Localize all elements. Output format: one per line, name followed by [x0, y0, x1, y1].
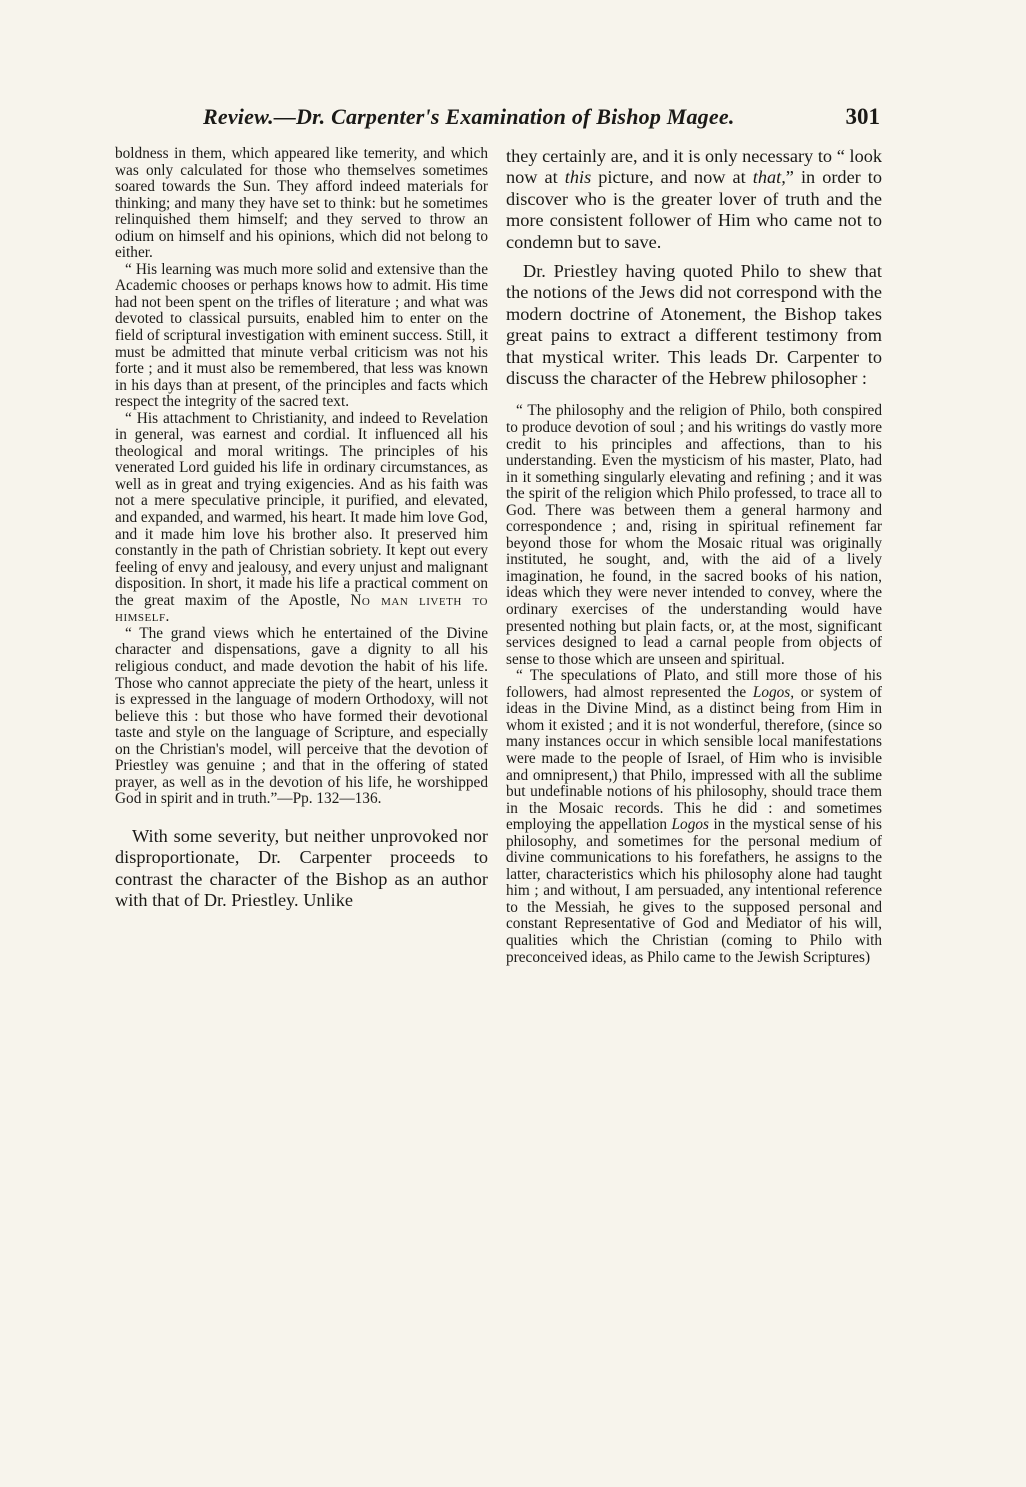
left-paragraph-1: boldness in them, which appeared like temerity, and which was only calculated for those who themselves sometimes soared towards the Sun. They afford indeed materials for thinking; and many they have set to think: but he sometimes relinquished them himself; and they served to throw an odium on himself and his opinions, which did not belong to either. [115, 145, 488, 262]
left-column [115, 146, 488, 912]
right-p1-part-b: picture, and now at [598, 167, 746, 188]
right-body-block [506, 146, 882, 389]
left-paragraph-3-text: “ His attachment to Christianity, and indeed to Revelation in general, was earnest and cordial. It influenced all his theological and moral writings. The principles of his venerated Lord guided his life in ordinary circumstances, as well as in great and trying exigencies. And as his faith was not a mere speculative principle, it purified, and elevated, and expanded, and warmed, his heart. It made him love God, and it made him love his brother also. It preserved him constantly in the path of Christian sobriety. It kept out every feeling of envy and jealousy, and every unjust and malignant disposition. In short, it made his life a practical comment on the great maxim of the Apostle, [115, 409, 488, 609]
emphasis-logos-1: Logos, [752, 683, 795, 701]
left-body-block [115, 826, 488, 912]
right-quotation-block [506, 403, 882, 966]
right-p4-part-a: “ The speculations of Plato, and still more those of his followers, had almost represented the [506, 667, 882, 701]
left-paragraph-4: “ The grand views which he entertained of the Divine character and dispensations, gave a dignity to all his religious conduct, and made devotion the habit of his life. Those who cannot appreciate the piety of the heart, unless it is expressed in the language of modern Orthodoxy, will not believe this : but those who have formed their devotional taste and style on the language of Scripture, and especially on the Christian's model, will perceive that the devotion of Priestley was genuine ; and that in the offering of stated prayer, as well as in the devotion of his life, he worshipped God in spirit and in truth.”—Pp. 132—136. [115, 624, 488, 808]
left-quotation-block [115, 146, 488, 808]
right-column [506, 146, 882, 966]
right-paragraph-2: Dr. Priestley having quoted Philo to shew that the notions of the Jews did not correspond with the modern doctrine of Atonement, the Bishop takes great pains to extract a different testimony from that mystical writer. This leads Dr. Carpenter to discuss the character of the Hebrew philosopher : [506, 261, 882, 389]
right-paragraph-1 [506, 146, 882, 253]
right-paragraph-3: “ The philosophy and the religion of Philo, both conspired to produce devotion of soul ; and his writings do vastly more credit to his principles and affections, than to his understanding. Even the mysticism of his master, Plato, had in it something singularly elevating and refining ; and it was the spirit of the religion which Philo professed, to trace all to God. There was between them a general harmony and correspondence ; and, rising in spiritual refinement far beyond those for whom the Mosaic ritual was originally instituted, he sought, and, with the aid of a lively imagination, he found, in the sacred books of his nation, ideas which they were never intended to convey, where the ordinary exercises of the understanding would have presented nothing but plain facts, or, at the most, significant services designed to lead a carnal people from objects of sense to those which are unseen and spiritual. [506, 402, 882, 668]
right-paragraph-4 [506, 668, 882, 966]
emphasis-that: that, [752, 167, 786, 188]
left-paragraph-2: “ His learning was much more solid and extensive than the Academic chooses or perhaps knows how to admit. His time had not been spent on the trifles of literature ; and what was devoted to classical pursuits, enabled him to enter on the field of scriptural investigation with eminent success. Still, it must be admitted that minute verbal criticism was not his forte ; and it must also be remembered, that less was known in his days than at present, of the principles and facts which respect the integrity of the sacred text. [115, 260, 488, 411]
right-p4-part-c: in the mystical sense of his philosophy, and sometimes for the personal medium of divine communications to his forefathers, he assigns to the latter, characteristics which his philosophy alone had taught him ; and without, I am persuaded, any intentional reference to the Messiah, he gives to the supposed personal and constant Representative of God and Mediator of his will, qualities which the Christian (coming to Philo with preconceived ideas, as Philo came to the Jewish Scriptures) [506, 816, 882, 966]
right-p4-part-b: or system of ideas in the Divine Mind, as a distinct being from Him in whom it existed ; and it is not wonderful, therefore, (since so many instances occur in which sensible local manifestations were made to the people of Israel, of Him who is invisible and omnipresent,) that Philo, impressed with all the sublime but undefinable notions of his philosophy, should trace them in the Mosaic records. This he did : and sometimes employing the appellation [506, 683, 882, 834]
right-p1-part-a: they certainly are, and it is only necessary to “ look now at [506, 146, 882, 188]
left-paragraph-3 [115, 411, 488, 626]
page-number: 301 [845, 104, 880, 129]
right-p1-part-c: ” in order to discover who is the greater lover of truth and the more consistent follower of Him who came not to condemn but to save. [506, 167, 883, 252]
emphasis-this: this [564, 167, 592, 188]
apostle-maxim: No man liveth to himself. [115, 591, 488, 626]
running-head: Review.—Dr. Carpenter's Examination of Bishop Magee. [203, 104, 735, 129]
left-paragraph-5: With some severity, but neither unprovoked nor disproportionate, Dr. Carpenter proceeds to contrast the character of the Bishop as an author with that of Dr. Priestley. Unlike [115, 825, 488, 911]
page-header [115, 102, 880, 136]
emphasis-logos-2: Logos [671, 816, 709, 834]
